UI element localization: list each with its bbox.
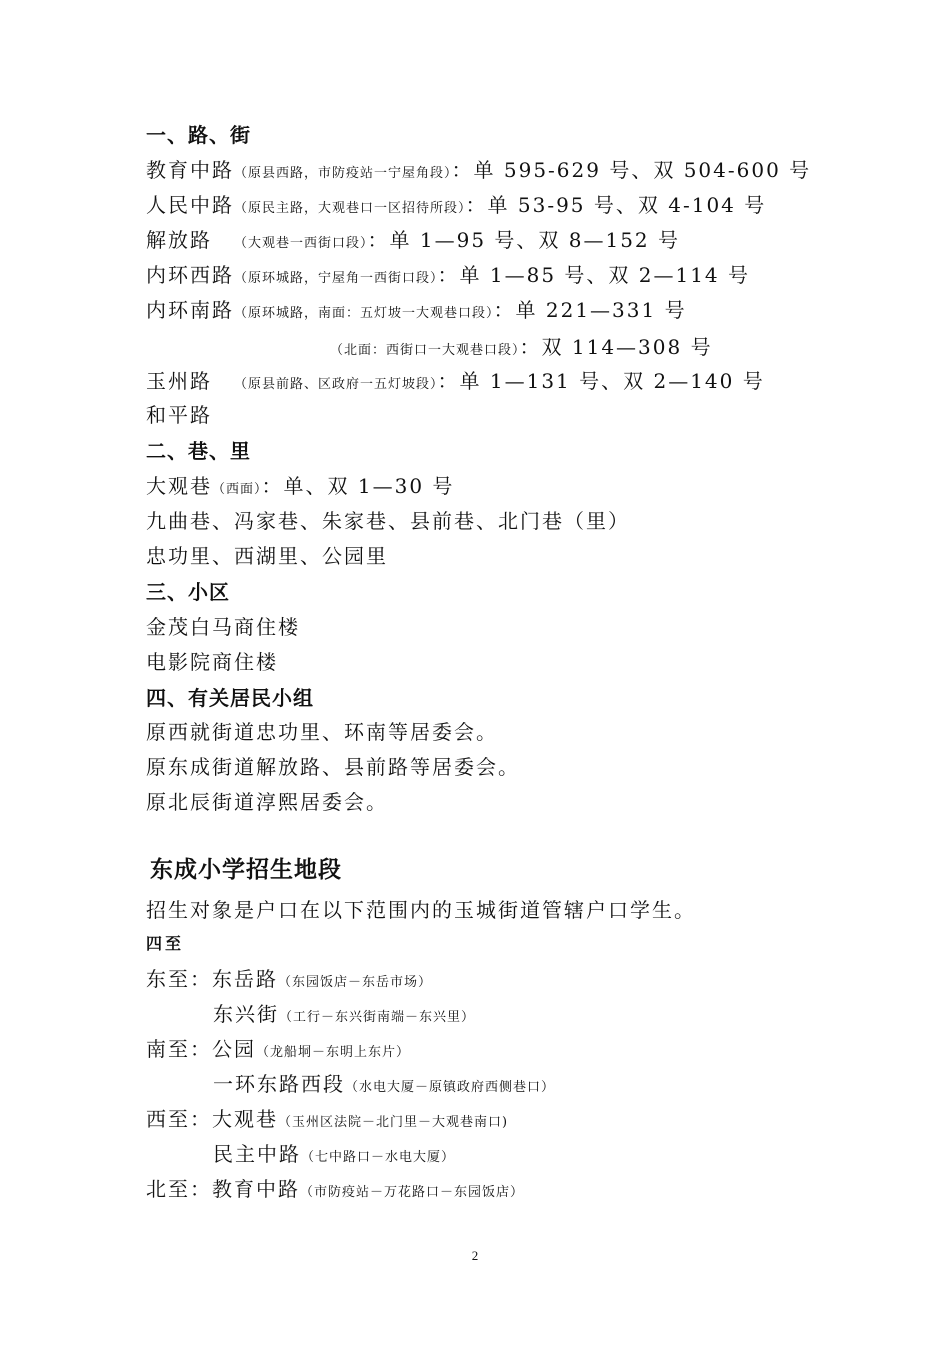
road-note: （原环城路，南面：五灯坡一大观巷口段） — [234, 306, 494, 321]
bound-note: （七中路口－水电大厦） — [301, 1150, 456, 1165]
section-heading-estates: 三、小区 — [146, 580, 230, 604]
road-note: （原县前路、区政府一五灯坡段） — [234, 377, 438, 392]
bound-note: （水电大厦－原镇政府西侧巷口） — [345, 1080, 556, 1095]
bound-row — [213, 1001, 475, 1031]
bound-direction: 西至： — [146, 1107, 212, 1131]
estate-row: 金茂白马商住楼 — [146, 615, 300, 639]
lane-row — [146, 473, 454, 503]
bound-row — [146, 1106, 508, 1136]
estate-row: 电影院商住楼 — [146, 650, 278, 674]
bound-note: （市防疫站－万花路口－东园饭店） — [300, 1185, 525, 1200]
bound-name: 东岳路 — [212, 967, 278, 991]
road-row — [146, 157, 811, 187]
road-note: （大观巷一西街口段） — [234, 236, 368, 251]
road-name: 人民中路 — [146, 193, 234, 217]
bound-row — [213, 1071, 555, 1101]
lane-name: 大观巷 — [146, 474, 212, 498]
school-title: 东成小学招生地段 — [150, 857, 342, 883]
bound-direction: 南至： — [146, 1037, 212, 1061]
road-row — [146, 368, 765, 398]
bound-row — [146, 1036, 410, 1066]
lane-row: 九曲巷、冯家巷、朱家巷、县前巷、北门巷（里） — [146, 509, 630, 533]
road-row — [146, 192, 766, 222]
bound-note: （东园饭店－东岳市场） — [278, 975, 433, 990]
road-range: ：单 1—95 号、双 8—152 号 — [367, 228, 681, 252]
group-row: 原东成街道解放路、县前路等居委会。 — [146, 755, 520, 779]
group-row: 原西就街道忠功里、环南等居委会。 — [146, 720, 498, 744]
road-name: 解放路 — [146, 228, 212, 252]
road-name: 内环西路 — [146, 263, 234, 287]
road-range: ：单 53-95 号、双 4-104 号 — [465, 193, 767, 217]
road-range: ：单 221—331 号 — [493, 298, 687, 322]
group-row: 原北辰街道淳熙居委会。 — [146, 790, 388, 814]
bound-row — [146, 966, 432, 996]
bound-note: （工行－东兴街南端－东兴里） — [279, 1010, 476, 1025]
section-heading-roads: 一、路、街 — [146, 123, 251, 147]
lane-row: 忠功里、西湖里、公园里 — [146, 544, 388, 568]
road-row — [146, 297, 687, 327]
road-name: 内环南路 — [146, 298, 234, 322]
road-note: （原环城路，宁屋角一西街口段） — [234, 271, 438, 286]
road-row — [146, 262, 750, 292]
bound-name: 东兴街 — [213, 1002, 279, 1026]
road-row — [146, 402, 212, 428]
bound-direction: 东至： — [146, 967, 212, 991]
bound-direction: 北至： — [146, 1177, 212, 1201]
bound-name: 民主中路 — [213, 1142, 301, 1166]
section-heading-lanes: 二、巷、里 — [146, 439, 251, 463]
road-note: （北面：西街口一大观巷口段） — [330, 343, 520, 358]
road-note: （原县西路，市防疫站一宁屋角段） — [234, 166, 452, 181]
bound-row — [213, 1141, 455, 1171]
road-range: ：单 1—85 号、双 2—114 号 — [437, 263, 751, 287]
road-note: （原民主路，大观巷口一区招待所段） — [234, 201, 466, 216]
road-range: ：单 595-629 号、双 504-600 号 — [451, 158, 812, 182]
road-range: ：双 114—308 号 — [519, 335, 713, 359]
road-name: 教育中路 — [146, 158, 234, 182]
sizhi-label: 四至 — [146, 934, 185, 953]
road-range: ：单 1—131 号、双 2—140 号 — [437, 369, 765, 393]
bound-note: （玉州区法院－北门里－大观巷南口) — [278, 1115, 509, 1130]
road-name: 玉州路 — [146, 369, 212, 393]
road-name: 和平路 — [146, 403, 212, 427]
bound-note: （龙船垌－东明上东片） — [256, 1045, 411, 1060]
bound-row — [146, 1176, 524, 1206]
lane-range: ：单、双 1—30 号 — [261, 474, 455, 498]
bound-name: 大观巷 — [212, 1107, 278, 1131]
bound-name: 教育中路 — [212, 1177, 300, 1201]
bound-name: 一环东路西段 — [213, 1072, 345, 1096]
road-row — [330, 334, 713, 364]
bound-name: 公园 — [212, 1037, 256, 1061]
lane-note: （西面） — [212, 482, 262, 497]
page-number: 2 — [471, 1248, 479, 1263]
road-row — [146, 227, 680, 257]
school-intro: 招生对象是户口在以下范围内的玉城街道管辖户口学生。 — [146, 898, 696, 922]
section-heading-groups: 四、有关居民小组 — [146, 686, 314, 710]
